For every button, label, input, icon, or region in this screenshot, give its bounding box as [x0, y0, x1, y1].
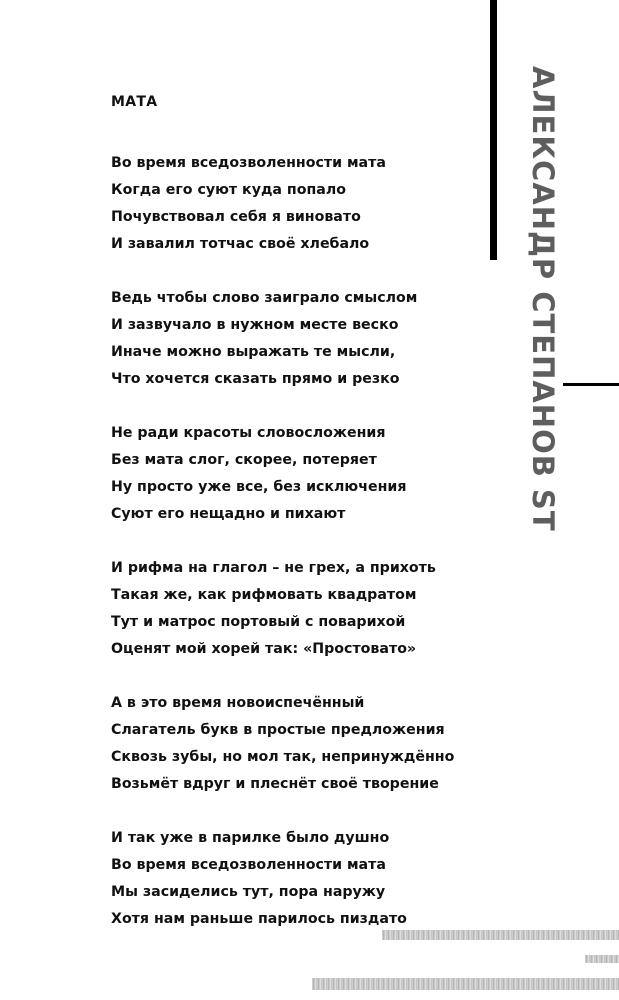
poem-line: Тут и матрос портовый с поварихой — [111, 614, 406, 630]
stanza — [111, 555, 491, 663]
poem-line: И зазвучало в нужном месте веско — [111, 317, 399, 333]
poem-line: Суют его нещадно и пихают — [111, 506, 346, 522]
stanza — [111, 825, 491, 933]
poem-line: Слагатель букв в простые предложения — [111, 722, 445, 738]
poem-line: Почувствовал себя я виновато — [111, 209, 361, 225]
vertical-divider-bar — [490, 0, 497, 260]
poem-line: И так уже в парилке было душно — [111, 830, 390, 846]
poem-line: Когда его суют куда попало — [111, 182, 346, 198]
stanza — [111, 150, 491, 258]
poem-line: Оценят мой хорей так: «Простовато» — [111, 641, 417, 657]
poem-title: МАТА — [111, 94, 158, 110]
poem-line: Такая же, как рифмовать квадратом — [111, 587, 417, 603]
poem-line: Иначе можно выражать те мысли, — [111, 344, 396, 360]
poem-line: Без мата слог, скорее, потеряет — [111, 452, 377, 468]
poem-line: Что хочется сказать прямо и резко — [111, 371, 400, 387]
poem-line: И рифма на глагол – не грех, а прихоть — [111, 560, 436, 576]
poem-line: Не ради красоты словосложения — [111, 425, 386, 441]
poem-line: Ну просто уже все, без исключения — [111, 479, 407, 495]
poem-line: Хотя нам раньше парилось пиздато — [111, 911, 407, 927]
poem-line: Возьмёт вдруг и плеснёт своё творение — [111, 776, 439, 792]
scan-noise — [382, 930, 619, 940]
stanza — [111, 690, 491, 798]
horizontal-divider-bar — [563, 383, 619, 386]
scan-noise — [312, 978, 619, 990]
poem-line: Мы засиделись тут, пора наружу — [111, 884, 386, 900]
author-name: АЛЕКСАНДР СТЕПАНОВ ST — [526, 66, 560, 532]
stanza — [111, 285, 491, 393]
poem-line: Во время вседозволенности мата — [111, 155, 386, 171]
poem-line: А в это время новоиспечённый — [111, 695, 365, 711]
poem-line: Во время вседозволенности мата — [111, 857, 386, 873]
scan-noise — [585, 955, 619, 963]
poem — [111, 92, 491, 960]
poem-line: И завалил тотчас своё хлебало — [111, 236, 370, 252]
poem-line: Сквозь зубы, но мол так, непринуждённо — [111, 749, 455, 765]
stanza — [111, 420, 491, 528]
poem-line: Ведь чтобы слово заиграло смыслом — [111, 290, 418, 306]
